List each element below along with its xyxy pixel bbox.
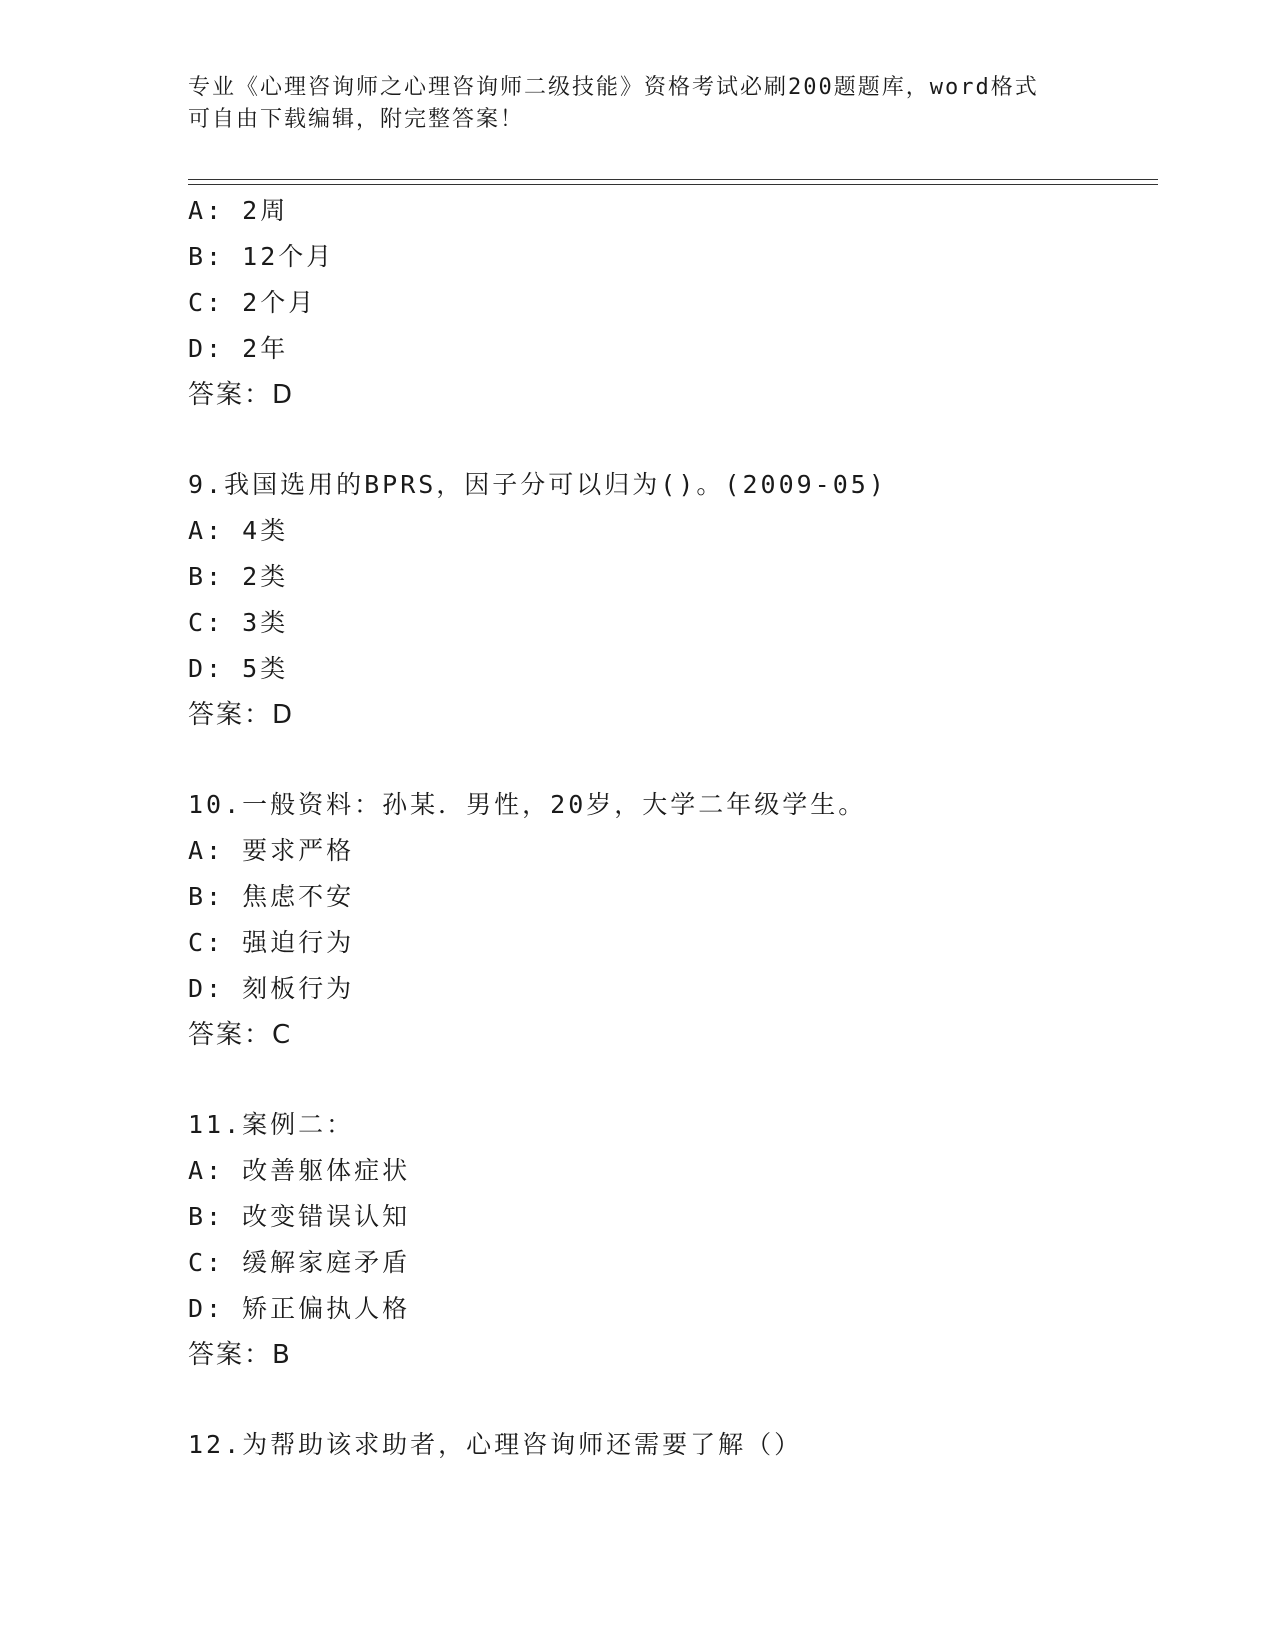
question-block-8 [188, 188, 1148, 418]
header-divider-top [188, 179, 1158, 180]
option-a: A: 要求严格 [188, 836, 355, 865]
option-c: C: 强迫行为 [188, 928, 355, 957]
question-block-11 [188, 1102, 1148, 1378]
option-a: A: 2周 [188, 196, 289, 225]
spacer [188, 1058, 1148, 1102]
option-c: C: 3类 [188, 608, 289, 637]
spacer [188, 418, 1148, 462]
question-text: 12.为帮助该求助者，心理咨询师还需要了解（） [188, 1430, 803, 1459]
option-a: A: 改善躯体症状 [188, 1156, 411, 1185]
option-b: B: 12个月 [188, 242, 335, 271]
header-title-line-2: 可自由下载编辑，附完整答案！ [188, 107, 525, 132]
question-text: 9.我国选用的BPRS，因子分可以归为()。(2009-05) [188, 470, 887, 499]
option-d: D: 矫正偏执人格 [188, 1294, 411, 1323]
option-b: B: 2类 [188, 562, 289, 591]
question-block-9 [188, 462, 1148, 738]
option-b: B: 改变错误认知 [188, 1202, 411, 1231]
document-header [188, 72, 1088, 136]
answer-line: 答案：D [188, 380, 295, 410]
question-block-10 [188, 782, 1148, 1058]
option-c: C: 2个月 [188, 288, 317, 317]
option-c: C: 缓解家庭矛盾 [188, 1248, 411, 1277]
answer-line: 答案：B [188, 1340, 292, 1370]
answer-line: 答案：D [188, 700, 295, 730]
question-list [188, 188, 1148, 1468]
answer-line: 答案：C [188, 1020, 293, 1050]
header-title-line-1: 专业《心理咨询师之心理咨询师二级技能》资格考试必刷200题题库，word格式 [188, 75, 1039, 100]
spacer [188, 1378, 1148, 1422]
question-block-12 [188, 1422, 1148, 1468]
option-d: D: 刻板行为 [188, 974, 355, 1003]
option-b: B: 焦虑不安 [188, 882, 355, 911]
option-a: A: 4类 [188, 516, 289, 545]
option-d: D: 5类 [188, 654, 289, 683]
question-text: 10.一般资料：孙某．男性，20岁，大学二年级学生。 [188, 790, 867, 819]
spacer [188, 738, 1148, 782]
option-d: D: 2年 [188, 334, 289, 363]
question-text: 11.案例二： [188, 1110, 355, 1139]
header-divider-bottom [188, 184, 1158, 185]
